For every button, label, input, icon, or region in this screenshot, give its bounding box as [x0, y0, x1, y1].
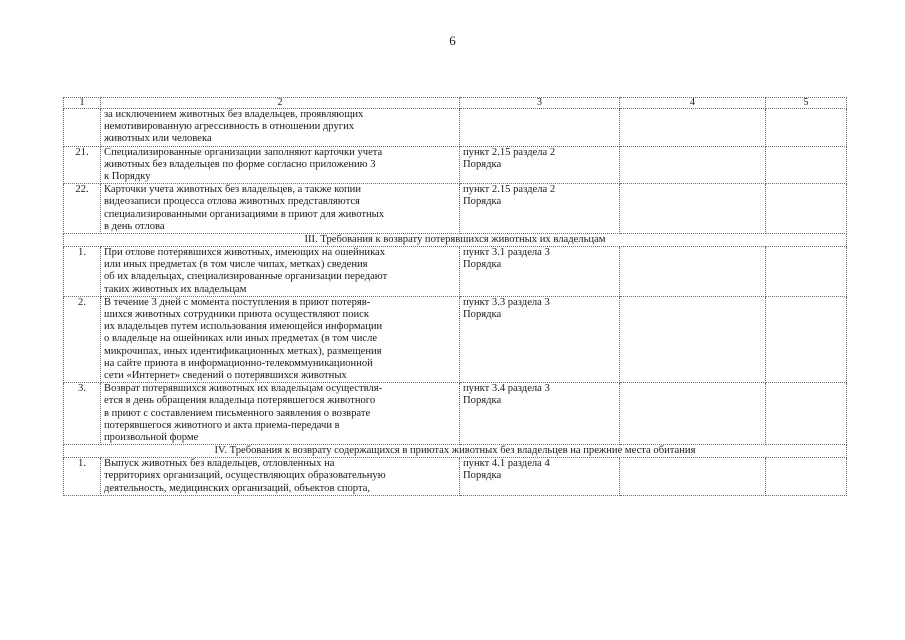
requirement-text-line: на сайте приюта в информационно-телекоммуникационной: [104, 357, 373, 369]
empty-cell-column-5: [766, 109, 847, 147]
legal-reference-line: пункт 3.3 раздела 3: [463, 296, 550, 308]
table-row: [64, 109, 847, 147]
requirement-text: [101, 109, 460, 147]
requirement-text-line: шихся животных сотрудники приюта осуществляют поиск: [104, 309, 370, 321]
legal-reference-line: Порядка: [463, 196, 502, 208]
item-number: 2.: [64, 296, 101, 382]
empty-cell-column-4: [620, 296, 766, 382]
requirement-text-line: Карточки учета животных без владельцев, а также копии: [104, 184, 362, 196]
requirement-text-line: произвольной форме: [104, 432, 199, 444]
table-row: [64, 458, 847, 496]
requirement-text-line: Специализированные организации заполняют карточки учета: [104, 146, 383, 158]
section-heading-row: [64, 234, 847, 247]
column-header-3: 3: [460, 98, 620, 109]
requirement-text-line: таких животных их владельцам: [104, 283, 247, 295]
legal-reference-line: Порядка: [463, 395, 502, 407]
empty-cell-column-4: [620, 383, 766, 445]
table-row: [64, 296, 847, 382]
empty-cell-column-4: [620, 146, 766, 184]
requirement-text-line: животных или человека: [104, 133, 212, 145]
requirement-text-line: Возврат потерявшихся животных их владельцам осуществля-: [104, 383, 383, 395]
legal-reference-line: Порядка: [463, 259, 502, 271]
section-heading-row: [64, 445, 847, 458]
legal-reference: [460, 146, 620, 184]
column-header-5: 5: [766, 98, 847, 109]
empty-cell-column-5: [766, 296, 847, 382]
table-row: [64, 146, 847, 184]
table-header-row: [64, 98, 847, 109]
requirement-text-line: ется в день обращения владельца потерявшегося животного: [104, 395, 376, 407]
table-row: [64, 383, 847, 445]
legal-reference: [460, 458, 620, 496]
requirement-text: [101, 184, 460, 234]
section-heading: IV. Требования к возврату содержащихся в приютах животных без владельцев на прежние места обитания: [64, 445, 847, 458]
requirement-text-line: за исключением животных без владельцев, проявляющих: [104, 109, 364, 120]
column-header-2: 2: [101, 98, 460, 109]
requirement-text-line: Выпуск животных без владельцев, отловленных на: [104, 458, 335, 470]
empty-cell-column-5: [766, 146, 847, 184]
empty-cell-column-4: [620, 184, 766, 234]
requirement-text-line: сети «Интернет» сведений о потерявшихся животных: [104, 370, 347, 382]
empty-cell-column-5: [766, 458, 847, 496]
legal-reference-line: Порядка: [463, 470, 502, 482]
requirement-text: [101, 146, 460, 184]
legal-reference: [460, 383, 620, 445]
legal-reference-line: пункт 2.15 раздела 2: [463, 184, 556, 196]
empty-cell-column-5: [766, 184, 847, 234]
requirement-text-line: в приют с составлением письменного заявления о возврате: [104, 407, 371, 419]
legal-reference: [460, 109, 620, 147]
legal-reference: [460, 296, 620, 382]
table-body: [64, 98, 847, 496]
legal-reference-line: пункт 3.1 раздела 3: [463, 247, 550, 259]
legal-reference: [460, 184, 620, 234]
item-number: [64, 109, 101, 147]
requirement-text-line: специализированными организациями в приют для животных: [104, 208, 385, 220]
legal-reference: [460, 247, 620, 297]
empty-cell-column-4: [620, 247, 766, 297]
item-number: 1.: [64, 247, 101, 297]
requirement-text: [101, 458, 460, 496]
requirement-text-line: микрочипах, иных идентификационных метках), размещения: [104, 345, 382, 357]
requirement-text-line: о владельце на ошейниках или иных предметах (в том числе: [104, 333, 378, 345]
requirement-text-line: или иных предметах (в том числе чипах, метках) сведения: [104, 259, 368, 271]
legal-reference-line: Порядка: [463, 309, 502, 321]
requirement-text: [101, 296, 460, 382]
requirement-text-line: территориях организаций, осуществляющих образовательную: [104, 470, 386, 482]
requirement-text-line: к Порядку: [104, 171, 151, 183]
column-header-1: 1: [64, 98, 101, 109]
empty-cell-column-4: [620, 458, 766, 496]
column-header-4: 4: [620, 98, 766, 109]
requirement-text-line: их владельцев путем использования имеющейся информации: [104, 321, 383, 333]
requirement-text-line: об их владельцах, специализированные организации передают: [104, 271, 388, 283]
empty-cell-column-5: [766, 247, 847, 297]
page-number: 6: [449, 33, 456, 48]
table-row: [64, 247, 847, 297]
item-number: 22.: [64, 184, 101, 234]
requirement-text-line: При отлове потерявшихся животных, имеющих на ошейниках: [104, 247, 386, 259]
requirement-text: [101, 247, 460, 297]
requirement-text-line: в день отлова: [104, 220, 165, 232]
item-number: 3.: [64, 383, 101, 445]
section-heading: III. Требования к возврату потерявшихся животных их владельцам: [64, 234, 847, 247]
requirement-text: [101, 383, 460, 445]
legal-reference-line: пункт 3.4 раздела 3: [463, 383, 550, 395]
legal-reference-line: пункт 2.15 раздела 2: [463, 146, 556, 158]
requirement-text-line: немотивированную агрессивность в отношении других: [104, 121, 355, 133]
requirement-text-line: деятельность, медицинских организаций, объектов спорта,: [104, 482, 371, 494]
legal-reference-line: Порядка: [463, 158, 502, 170]
item-number: 21.: [64, 146, 101, 184]
legal-reference-line: пункт 4.1 раздела 4: [463, 458, 550, 470]
requirement-text-line: потерявшегося животного и акта приема-передачи в: [104, 419, 340, 431]
item-number: 1.: [64, 458, 101, 496]
requirement-text-line: В течение 3 дней с момента поступления в приют потеряв-: [104, 296, 371, 308]
requirement-text-line: видеозаписи процесса отлова животных представляются: [104, 196, 360, 208]
requirement-text-line: животных без владельцев по форме согласно приложению 3: [104, 158, 376, 170]
requirements-table: [63, 97, 847, 496]
table-row: [64, 184, 847, 234]
empty-cell-column-4: [620, 109, 766, 147]
empty-cell-column-5: [766, 383, 847, 445]
